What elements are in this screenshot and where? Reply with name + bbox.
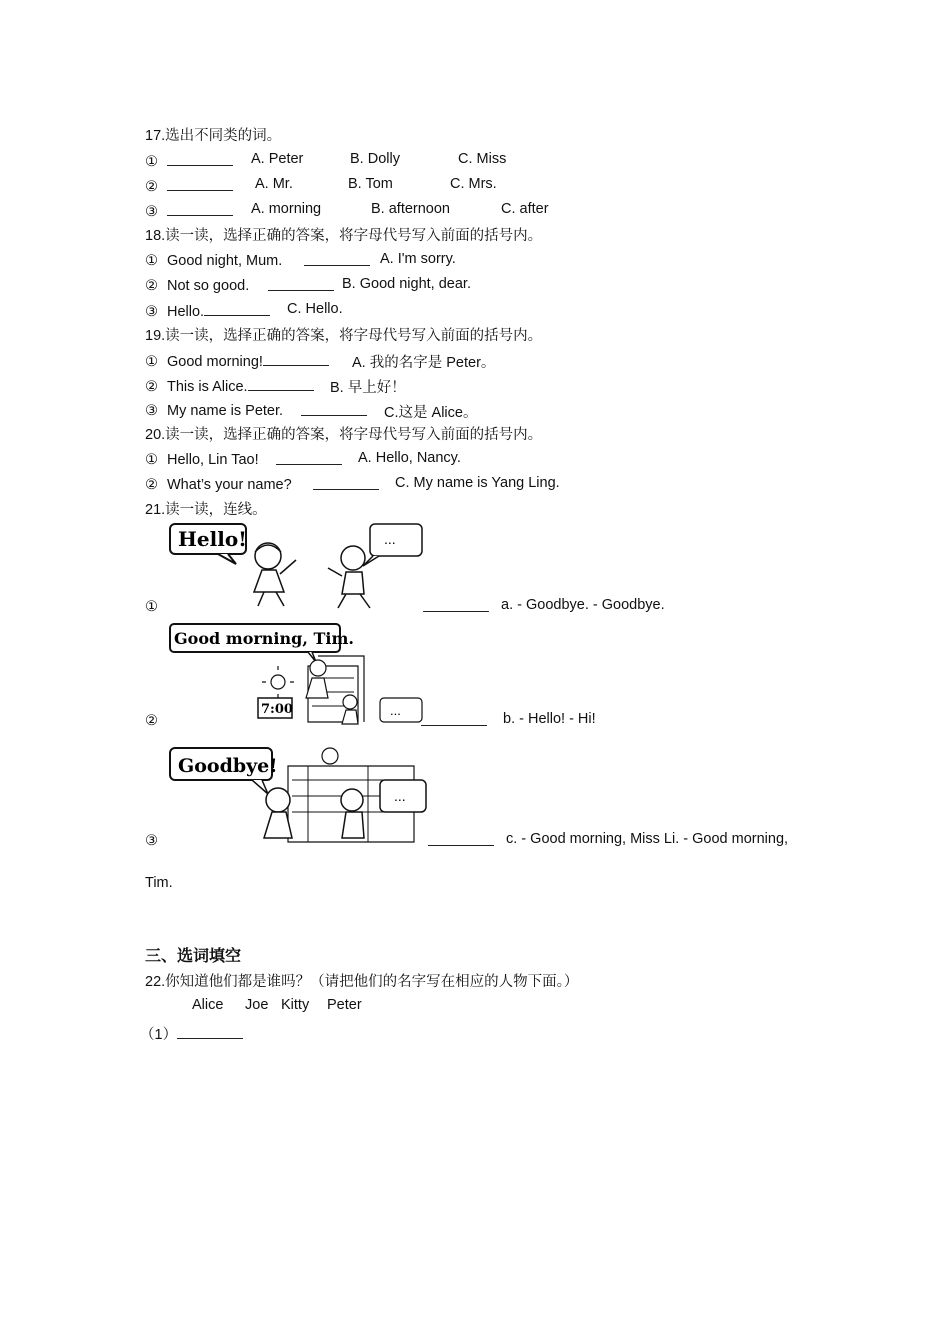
sentence: Not so good. bbox=[167, 278, 250, 294]
answer-blank[interactable] bbox=[167, 176, 233, 191]
option: C. Hello. bbox=[287, 301, 343, 317]
sentence: What’s your name? bbox=[167, 477, 292, 493]
item-number: ③ bbox=[145, 204, 158, 220]
name-alice: Alice bbox=[192, 997, 224, 1013]
q22-item-1 bbox=[140, 1024, 243, 1045]
option: B. Good night, dear. bbox=[342, 276, 471, 292]
q21-row-1 bbox=[145, 597, 167, 617]
item-number: ② bbox=[145, 278, 158, 294]
option: C. My name is Yang Ling. bbox=[395, 475, 560, 491]
picture-goodbye bbox=[168, 744, 430, 848]
answer-blank[interactable] bbox=[268, 276, 334, 295]
answer-blank[interactable] bbox=[263, 351, 329, 366]
q19-row-1 bbox=[145, 351, 329, 372]
q19-title: 19.读一读，选择正确的答案，将字母代号写入前面的括号内。 bbox=[145, 328, 543, 344]
q17-title: 17.选出不同类的词。 bbox=[145, 128, 282, 144]
q22-title: 22.你知道他们都是谁吗？（请把他们的名字写在相应的人物下面。） bbox=[145, 974, 579, 990]
reply-text: ... bbox=[394, 788, 406, 804]
answer-blank[interactable] bbox=[313, 475, 379, 494]
item-number: （1） bbox=[140, 1027, 178, 1043]
name-kitty: Kitty bbox=[281, 997, 310, 1013]
sentence: My name is Peter. bbox=[167, 403, 284, 419]
sentence: Good morning! bbox=[167, 354, 263, 370]
answer-blank[interactable] bbox=[428, 831, 494, 850]
item-number: ② bbox=[145, 477, 158, 493]
section-heading: 三、选词填空 bbox=[145, 948, 242, 965]
option-continuation: Tim. bbox=[145, 875, 173, 891]
bubble-text: Good morning, Tim. bbox=[174, 629, 354, 648]
option-a: A. Peter bbox=[251, 151, 304, 167]
option: b. - Hello! - Hi! bbox=[503, 711, 596, 727]
q20-row-1 bbox=[145, 450, 259, 470]
answer-blank[interactable] bbox=[177, 1024, 243, 1039]
option: B. 早上好！ bbox=[330, 380, 406, 396]
item-number: ③ bbox=[145, 403, 158, 419]
option: A. 我的名字是 Peter。 bbox=[352, 355, 496, 371]
q20-title: 20.读一读，选择正确的答案，将字母代号写入前面的括号内。 bbox=[145, 427, 543, 443]
item-number: ③ bbox=[145, 833, 158, 849]
name-peter: Peter bbox=[327, 997, 362, 1013]
item-number: ② bbox=[145, 379, 158, 395]
sentence: Hello. bbox=[167, 304, 205, 320]
option-b: B. afternoon bbox=[371, 201, 450, 217]
option: a. - Goodbye. - Goodbye. bbox=[501, 597, 665, 613]
item-number: ② bbox=[145, 179, 158, 195]
answer-blank[interactable] bbox=[276, 450, 342, 469]
option: A. Hello, Nancy. bbox=[358, 450, 461, 466]
sentence: This is Alice. bbox=[167, 379, 248, 395]
option-c: C. after bbox=[501, 201, 549, 217]
name-joe: Joe bbox=[245, 997, 269, 1013]
option-a: A. Mr. bbox=[255, 176, 293, 192]
q21-title: 21.读一读，连线。 bbox=[145, 502, 267, 518]
reply-text: ... bbox=[384, 531, 396, 547]
item-number: ① bbox=[145, 599, 158, 615]
option-a: A. morning bbox=[251, 201, 322, 217]
answer-blank[interactable] bbox=[301, 401, 367, 420]
q21-row-2 bbox=[145, 711, 167, 731]
item-number: ② bbox=[145, 713, 158, 729]
sentence: Hello, Lin Tao! bbox=[167, 452, 259, 468]
q18-row-2 bbox=[145, 276, 249, 296]
item-number: ① bbox=[145, 154, 158, 170]
option: c. - Good morning, Miss Li. - Good morning, bbox=[506, 831, 789, 847]
q19-row-2 bbox=[145, 376, 314, 397]
bubble-text: Hello! bbox=[178, 527, 247, 551]
answer-blank[interactable] bbox=[167, 151, 233, 166]
q20-row-2 bbox=[145, 475, 292, 495]
option-b: B. Dolly bbox=[350, 151, 400, 167]
item-number: ① bbox=[145, 253, 158, 269]
answer-blank[interactable] bbox=[204, 301, 270, 316]
q17-row-2 bbox=[145, 176, 233, 197]
q17-row-3 bbox=[145, 201, 233, 222]
option: C.这是 Alice。 bbox=[384, 405, 478, 421]
clock-text: 7:00 bbox=[261, 702, 293, 717]
q17-row-1 bbox=[145, 151, 233, 172]
item-number: ③ bbox=[145, 304, 158, 320]
answer-blank[interactable] bbox=[167, 201, 233, 216]
picture-hello bbox=[168, 520, 428, 612]
q21-row-3 bbox=[145, 831, 167, 851]
sentence: Good night, Mum. bbox=[167, 253, 283, 269]
bubble-text: Goodbye! bbox=[178, 755, 278, 777]
answer-blank[interactable] bbox=[421, 711, 487, 730]
answer-blank[interactable] bbox=[304, 251, 370, 270]
item-number: ① bbox=[145, 354, 158, 370]
q19-row-3 bbox=[145, 401, 283, 421]
item-number: ① bbox=[145, 452, 158, 468]
option-c: C. Miss bbox=[458, 151, 507, 167]
q18-row-3 bbox=[145, 301, 270, 322]
option-c: C. Mrs. bbox=[450, 176, 497, 192]
answer-blank[interactable] bbox=[248, 376, 314, 391]
q18-row-1 bbox=[145, 251, 282, 271]
q18-title: 18.读一读，选择正确的答案，将字母代号写入前面的括号内。 bbox=[145, 228, 543, 244]
answer-blank[interactable] bbox=[423, 597, 489, 616]
picture-good-morning bbox=[168, 622, 428, 726]
option: A. I'm sorry. bbox=[380, 251, 456, 267]
reply-text: ... bbox=[390, 703, 401, 718]
option-b: B. Tom bbox=[348, 176, 393, 192]
